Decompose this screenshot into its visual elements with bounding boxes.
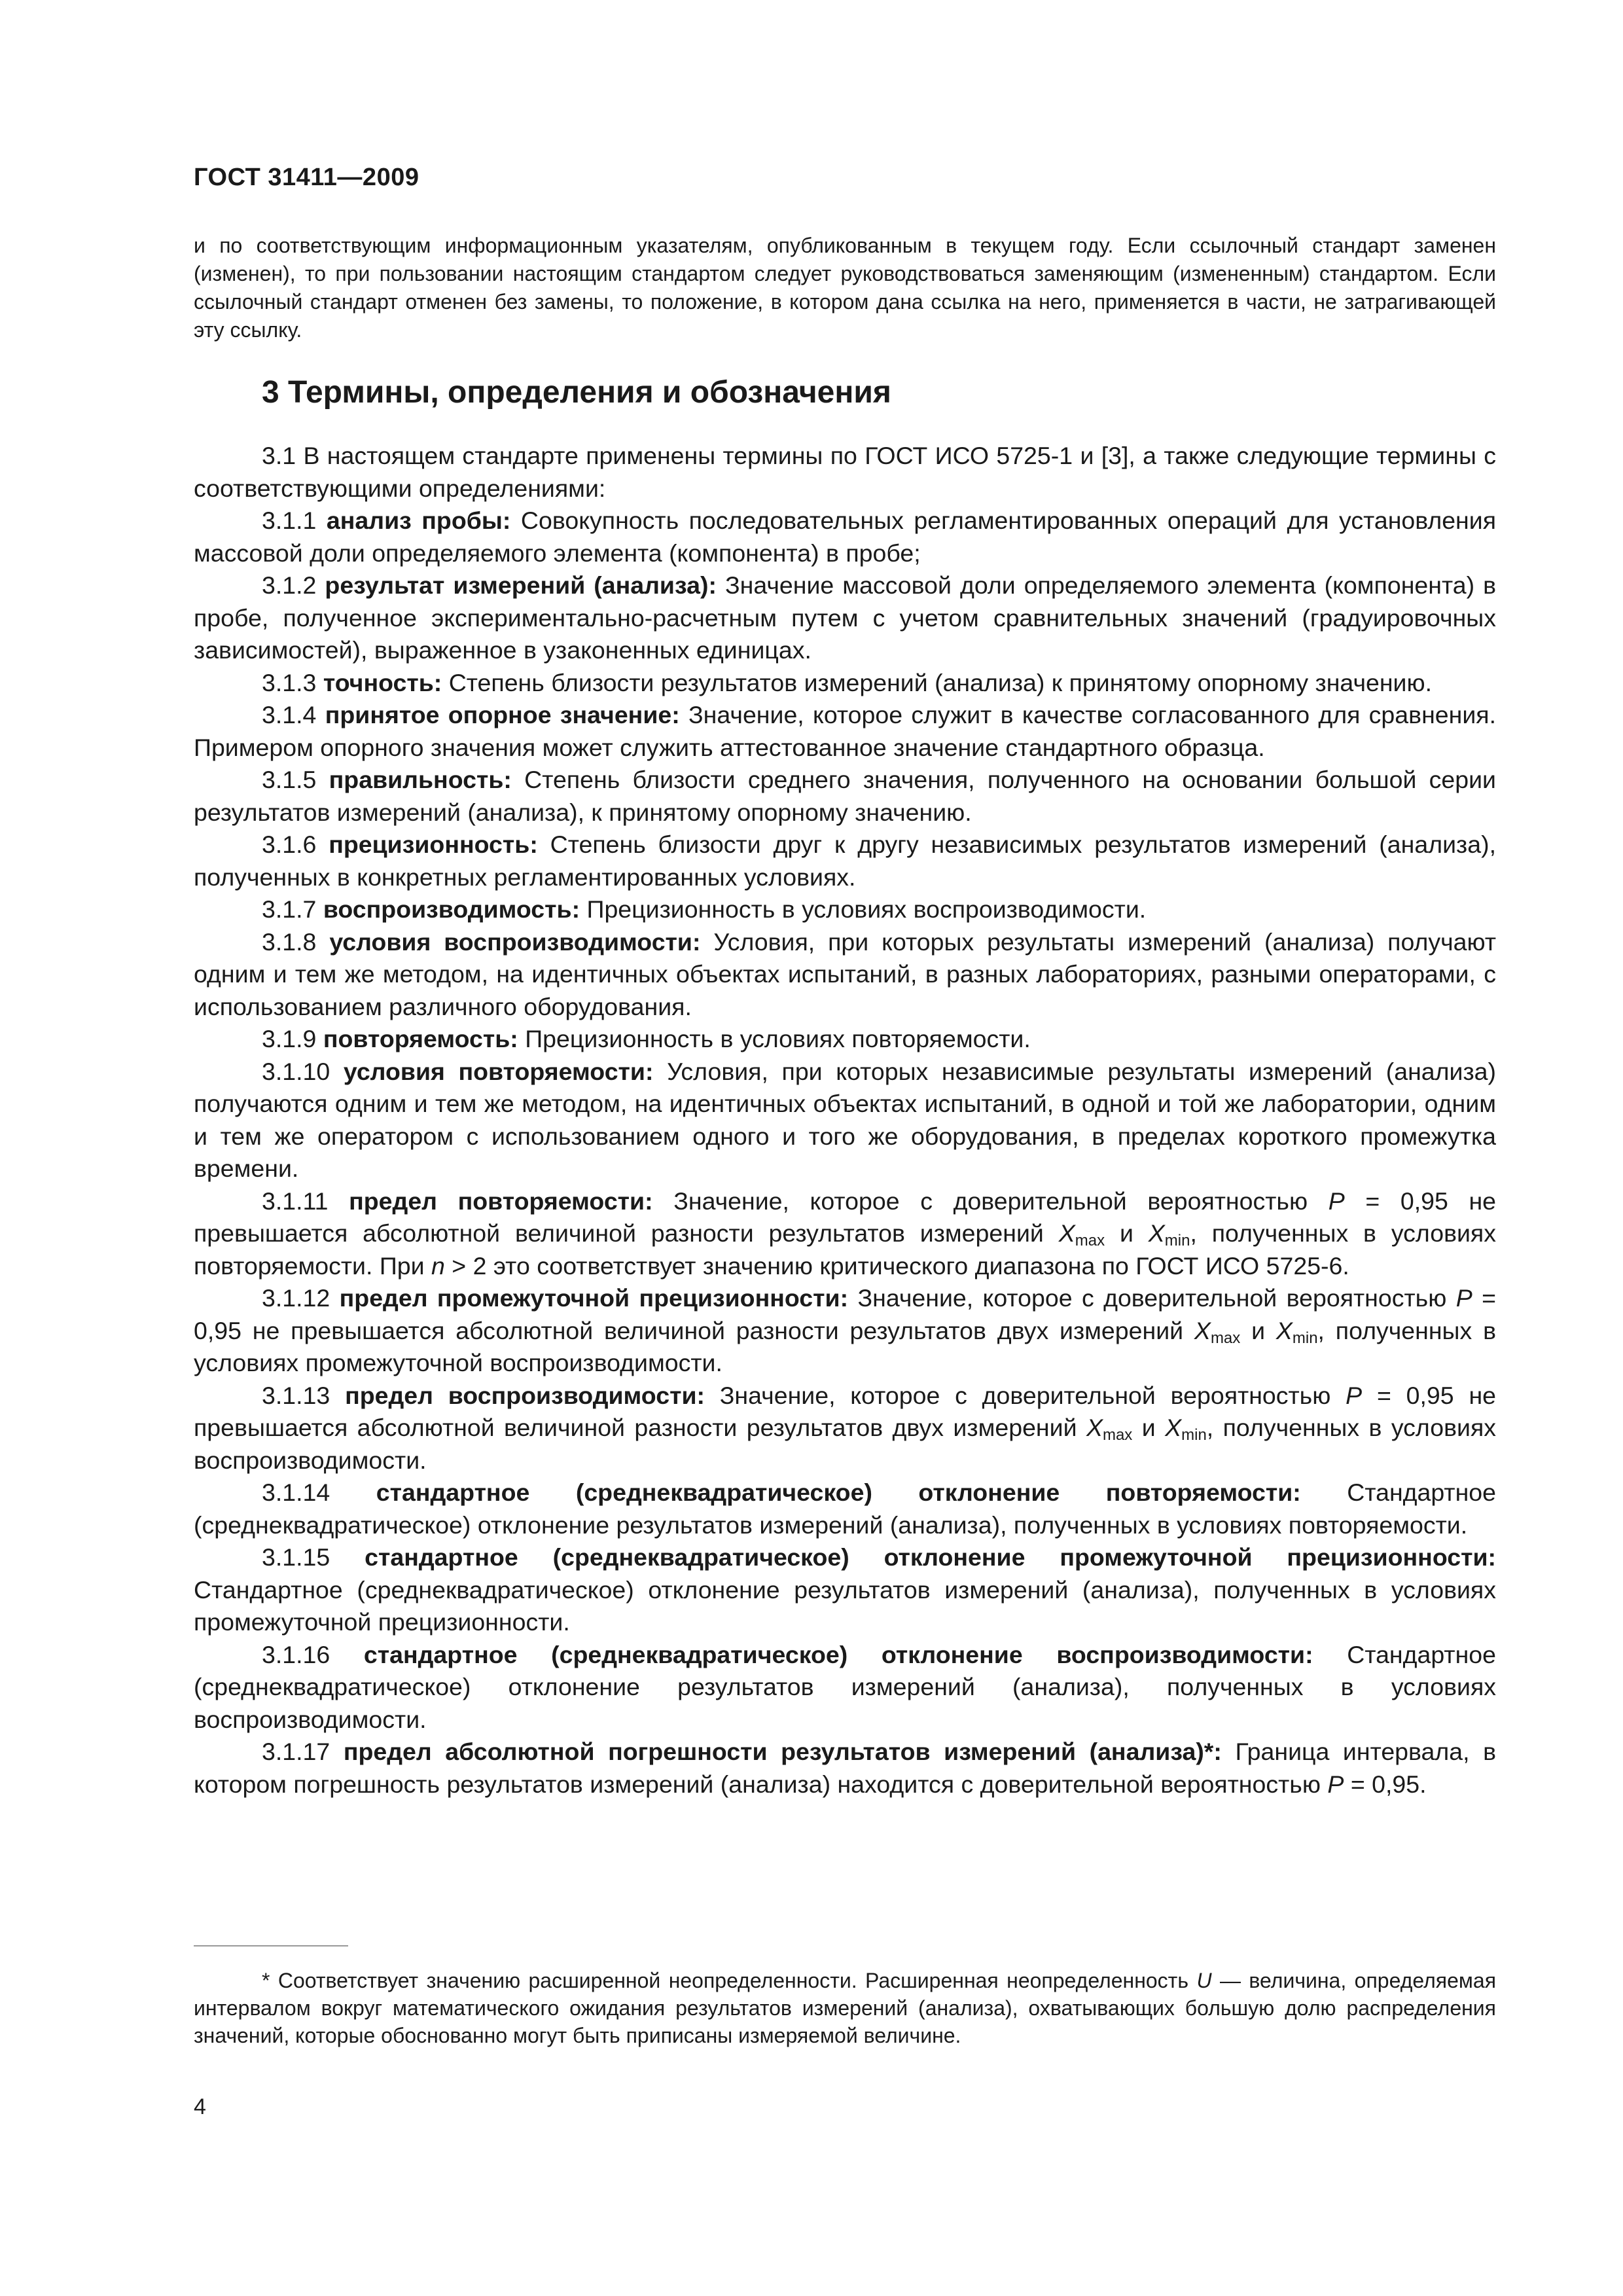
probability-symbol: P bbox=[1328, 1187, 1345, 1215]
x-symbol: X bbox=[1086, 1414, 1103, 1441]
term-definition: Совокупность последовательных регламентированных операций для установления массовой доли определяемого элемента (компонента) в пробе; bbox=[194, 507, 1497, 567]
term-3-1-11 bbox=[194, 1185, 1496, 1283]
uncertainty-symbol: U bbox=[1196, 1969, 1212, 1992]
term-definition: Прецизионность в условиях воспроизводимости. bbox=[586, 895, 1147, 923]
term-definition: Условия, при которых независимые результаты измерений (анализа) получаются одним и тем же методом, на идентичных объектах испытаний, в одной и той же лаборатории, одним и тем же оператором с использованием одного и того же оборудования, в пределах короткого промежутка времени. bbox=[194, 1057, 1497, 1182]
term-number: 3.1.17 bbox=[262, 1738, 330, 1765]
term-3-1-15 bbox=[194, 1541, 1496, 1639]
x-symbol: X bbox=[1148, 1219, 1165, 1247]
term-definition: Степень близости результатов измерений (анализа) к принятому опорному значению. bbox=[448, 668, 1433, 696]
probability-symbol: P bbox=[1455, 1284, 1472, 1312]
term-3-1-17 bbox=[194, 1736, 1496, 1801]
term-3-1-7 bbox=[194, 893, 1496, 926]
conjunction: и bbox=[1119, 1219, 1133, 1247]
term-number: 3.1.16 bbox=[262, 1640, 330, 1668]
term-3-1-9 bbox=[194, 1023, 1496, 1056]
term-name: предел промежуточной прецизионности: bbox=[339, 1284, 849, 1312]
term-name: принятое опорное значение: bbox=[325, 701, 680, 728]
term-3-1-10 bbox=[194, 1056, 1496, 1185]
x-symbol: X bbox=[1058, 1219, 1075, 1247]
term-name: стандартное (среднеквадратическое) отклонение повторяемости: bbox=[376, 1479, 1301, 1506]
term-name: предел абсолютной погрешности результатов измерений (анализа)*: bbox=[343, 1738, 1222, 1765]
term-name: результат измерений (анализа): bbox=[325, 571, 717, 599]
term-definition: Стандартное (среднеквадратическое) отклонение результатов измерений (анализа), полученных в условиях воспроизводимости. bbox=[194, 1640, 1496, 1733]
term-definition: Степень близости среднего значения, полученного на основании большой серии результатов измерений (анализа), к принятому опорному значению. bbox=[194, 766, 1497, 826]
term-definition: Стандартное (среднеквадратическое) отклонение результатов измерений (анализа), полученных в условиях промежуточной прецизионности. bbox=[194, 1575, 1496, 1636]
term-name: воспроизводимость: bbox=[323, 895, 580, 923]
term-number: 3.1.11 bbox=[262, 1187, 329, 1215]
term-name: правильность: bbox=[329, 766, 512, 793]
conjunction: и bbox=[1251, 1316, 1266, 1344]
definitions-body bbox=[194, 440, 1496, 1801]
term-definition: , полученных в условиях воспроизводимости. bbox=[194, 1414, 1497, 1474]
x-symbol: X bbox=[1275, 1316, 1293, 1344]
term-3-1-6 bbox=[194, 829, 1496, 893]
section-title: 3 Термины, определения и обозначения bbox=[262, 375, 891, 410]
term-number: 3.1.7 bbox=[262, 895, 317, 923]
term-number: 3.1.14 bbox=[262, 1479, 330, 1506]
term-3-1-12 bbox=[194, 1282, 1496, 1380]
term-definition: Значение, которое с доверительной вероятностью bbox=[719, 1381, 1331, 1409]
term-number: 3.1.6 bbox=[262, 831, 317, 858]
term-name: точность: bbox=[323, 668, 442, 696]
term-3-1-5 bbox=[194, 764, 1496, 829]
term-number: 3.1.3 bbox=[262, 668, 317, 696]
term-number: 3.1.5 bbox=[262, 766, 317, 793]
term-number: 3.1.1 bbox=[262, 507, 317, 534]
term-definition: Граница интервала, в котором погрешность результатов измерений (анализа) находится с доверительной вероятностью bbox=[194, 1738, 1497, 1798]
term-name: условия воспроизводимости: bbox=[329, 927, 701, 956]
term-name: прецизионность: bbox=[329, 831, 538, 858]
term-number: 3.1.12 bbox=[262, 1284, 330, 1312]
term-definition: Прецизионность в условиях повторяемости. bbox=[525, 1025, 1031, 1052]
term-number: 3.1.4 bbox=[262, 701, 317, 728]
term-number: 3.1.10 bbox=[262, 1057, 330, 1085]
term-name: условия повторяемости: bbox=[343, 1057, 654, 1085]
term-number: 3.1.8 bbox=[262, 927, 317, 956]
term-definition: Значение, которое с доверительной вероятностью bbox=[857, 1284, 1447, 1312]
max-subscript: max bbox=[1210, 1329, 1241, 1347]
max-subscript: max bbox=[1102, 1426, 1133, 1444]
term-definition: Условия, при которых результаты измерений (анализа) получают одним и тем же методом, на идентичных объектах испытаний, в разных лабораториях, разными операторами, с использованием различного оборудования. bbox=[194, 927, 1496, 1020]
term-number: 3.1.2 bbox=[262, 571, 317, 599]
term-name: предел повторяемости: bbox=[349, 1187, 653, 1215]
term-definition: = 0,95 не превышается абсолютной величиной разности результатов измерений bbox=[194, 1187, 1497, 1247]
term-name: анализ пробы: bbox=[326, 507, 511, 534]
term-definition: Значение, которое служит в качестве согласованного для сравнения. Примером опорного значения может служить аттестованное значение стандартного образца. bbox=[194, 701, 1497, 761]
intro-paragraph: и по соответствующим информационным указателям, опубликованным в текущем году. Если ссылочный стандарт заменен (изменен), то при пользовании настоящим стандартом следует руководствоваться заменяющим (измененным) стандартом. Если ссылочный стандарт отменен без замены, то положение, в котором дана ссылка на него, применяется в части, не затрагивающей эту ссылку. bbox=[194, 234, 1496, 342]
term-3-1-3 bbox=[194, 667, 1496, 700]
term-3-1-16 bbox=[194, 1639, 1496, 1736]
term-definition: > 2 это соответствует значению критического диапазона по ГОСТ ИСО 5725-6. bbox=[452, 1251, 1349, 1280]
term-name: стандартное (среднеквадратическое) отклонение воспроизводимости: bbox=[363, 1640, 1313, 1668]
page-number: 4 bbox=[194, 2094, 206, 2119]
term-definition: = 0,95. bbox=[1350, 1770, 1427, 1798]
footnote-divider bbox=[194, 1945, 348, 1946]
footnote-text: — величина, определяемая интервалом вокруг математического ожидания результатов измерений (анализа), охватывающих большую долю распределения значений, которые обоснованно могут быть приписаны измеряемой величине. bbox=[194, 1969, 1497, 2047]
probability-symbol: P bbox=[1327, 1770, 1344, 1798]
document-header: ГОСТ 31411—2009 bbox=[194, 164, 419, 191]
term-definition: , полученных в условиях промежуточной воспроизводимости. bbox=[194, 1316, 1496, 1376]
term-3-1-1 bbox=[194, 505, 1496, 569]
term-name: стандартное (среднеквадратическое) отклонение промежуточной прецизионности: bbox=[365, 1543, 1497, 1571]
paragraph-3-1: 3.1 В настоящем стандарте применены термины по ГОСТ ИСО 5725-1 и [3], а также следующие термины с соответствующими определениями: bbox=[194, 442, 1496, 502]
probability-symbol: P bbox=[1346, 1381, 1363, 1409]
term-name: повторяемость: bbox=[323, 1025, 518, 1052]
term-3-1-14 bbox=[194, 1477, 1496, 1541]
conjunction: и bbox=[1141, 1414, 1156, 1441]
term-3-1-8 bbox=[194, 926, 1496, 1024]
min-subscript: min bbox=[1181, 1426, 1207, 1444]
term-number: 3.1.15 bbox=[262, 1543, 330, 1571]
term-definition: Значение, которое с доверительной вероятностью bbox=[673, 1187, 1308, 1215]
term-definition: Степень близости друг к другу независимых результатов измерений (анализа), полученных в конкретных регламентированных условиях. bbox=[194, 831, 1496, 891]
min-subscript: min bbox=[1292, 1329, 1318, 1347]
term-definition: Стандартное (среднеквадратическое) отклонение результатов измерений (анализа), полученных в условиях повторяемости. bbox=[194, 1479, 1497, 1539]
min-subscript: min bbox=[1164, 1232, 1190, 1249]
footnote-text: * Соответствует значению расширенной неопределенности. Расширенная неопределенность bbox=[262, 1969, 1188, 1992]
term-definition: = 0,95 не превышается абсолютной величиной разности результатов двух измерений bbox=[194, 1381, 1497, 1441]
term-3-1-13 bbox=[194, 1380, 1496, 1477]
x-symbol: X bbox=[1165, 1414, 1182, 1441]
term-number: 3.1.13 bbox=[262, 1381, 330, 1409]
n-symbol: n bbox=[431, 1251, 445, 1280]
term-definition: , полученных в условиях повторяемости. При bbox=[194, 1219, 1496, 1280]
term-name: предел воспроизводимости: bbox=[345, 1381, 705, 1409]
x-symbol: X bbox=[1194, 1316, 1211, 1344]
footnote bbox=[194, 1967, 1496, 2049]
term-3-1-4 bbox=[194, 699, 1496, 764]
term-definition: = 0,95 не превышается абсолютной величиной разности результатов двух измерений bbox=[194, 1284, 1497, 1344]
term-number: 3.1.9 bbox=[262, 1025, 317, 1052]
term-definition: Значение массовой доли определяемого элемента (компонента) в пробе, полученное экспериментально-расчетным путем с учетом сравнительных значений (градуировочных зависимостей), выраженное в узаконенных единицах. bbox=[194, 571, 1497, 664]
term-3-1-2 bbox=[194, 569, 1496, 667]
max-subscript: max bbox=[1075, 1232, 1105, 1249]
